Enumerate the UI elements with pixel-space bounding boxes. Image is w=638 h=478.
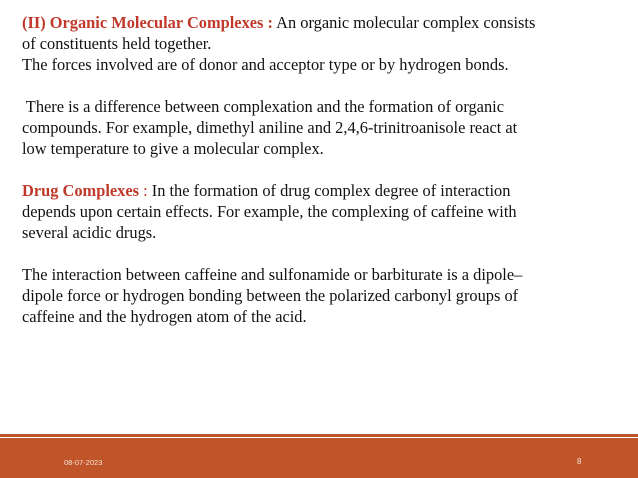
paragraph-line: compounds. For example, dimethyl aniline and 2,4,6-trinitroanisole react at bbox=[22, 118, 518, 137]
paragraph-line: dipole force or hydrogen bonding between the polarized carbonyl groups of bbox=[22, 286, 519, 305]
caffeine-interaction-paragraph bbox=[22, 264, 622, 327]
paragraph-text: In the formation of drug complex degree of interaction bbox=[151, 181, 511, 200]
paragraph-line: The forces involved are of donor and acceptor type or by hydrogen bonds. bbox=[22, 55, 509, 74]
paragraph-line bbox=[22, 12, 622, 33]
paragraph-text: An organic molecular complex consists bbox=[272, 13, 536, 32]
footer-divider bbox=[0, 434, 638, 437]
paragraph-line: depends upon certain effects. For example, the complexing of caffeine with bbox=[22, 202, 517, 221]
paragraph-line: several acidic drugs. bbox=[22, 223, 157, 242]
footer-date: 08-07-2023 bbox=[64, 458, 103, 467]
paragraph-line: low temperature to give a molecular complex. bbox=[22, 139, 324, 158]
drug-complexes-paragraph bbox=[22, 180, 622, 243]
complexation-paragraph bbox=[22, 96, 622, 159]
organic-complexes-heading: (II) Organic Molecular Complexes : bbox=[22, 13, 273, 32]
paragraph-line: There is a difference between complexation and the formation of organic bbox=[22, 97, 504, 116]
slide-body bbox=[22, 12, 622, 327]
organic-complexes-paragraph bbox=[22, 12, 622, 75]
drug-complexes-heading: Drug Complexes bbox=[22, 181, 139, 200]
paragraph-line: of constituents held together. bbox=[22, 34, 212, 53]
paragraph-line: caffeine and the hydrogen atom of the acid. bbox=[22, 307, 307, 326]
heading-colon: : bbox=[139, 181, 152, 200]
slide-number: 8 bbox=[577, 457, 582, 466]
paragraph-line bbox=[22, 180, 622, 201]
paragraph-line: The interaction between caffeine and sulfonamide or barbiturate is a dipole– bbox=[22, 265, 523, 284]
